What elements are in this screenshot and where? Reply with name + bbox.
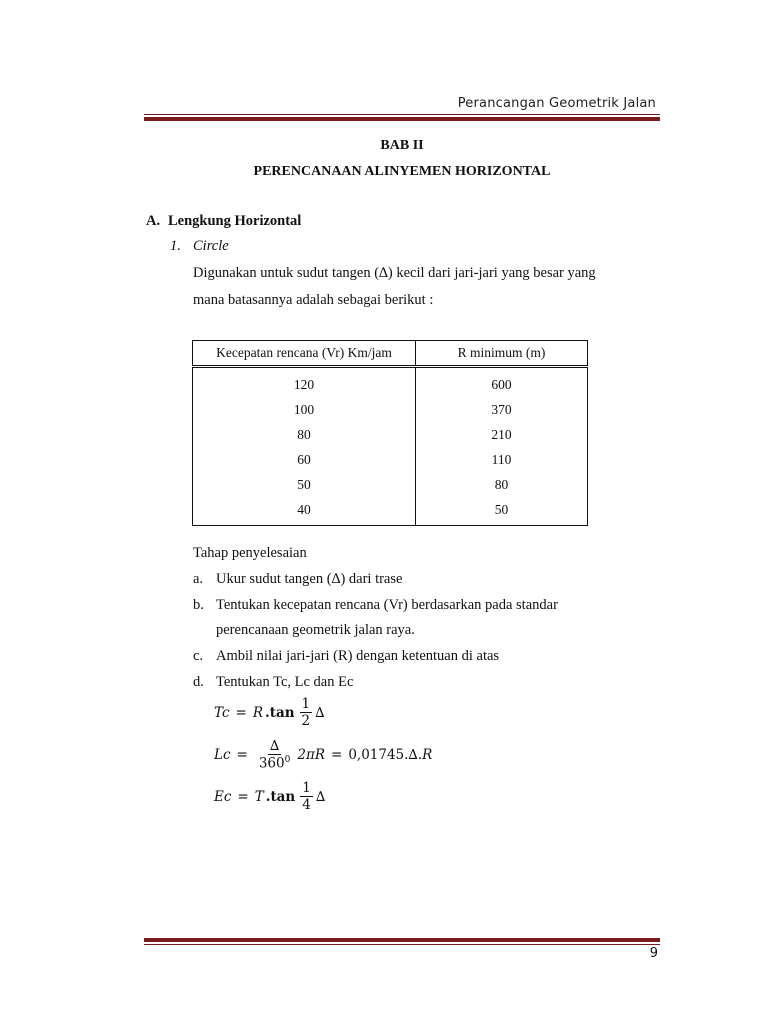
table-row	[193, 447, 588, 472]
step-label-a: a.	[193, 571, 204, 587]
formula-lc	[214, 739, 432, 771]
table-row	[193, 497, 588, 526]
header-title: Perancangan Geometrik Jalan	[457, 96, 656, 111]
table-header-radius: R minimum (m)	[416, 341, 588, 367]
formula-lc-r: R	[422, 746, 433, 763]
formula-ec-tan: .tan	[265, 788, 296, 805]
page-number: 9	[649, 946, 658, 961]
step-label-b: b.	[193, 597, 204, 613]
formula-tc-delta: ∆	[315, 704, 325, 721]
formula-ec-numerator: 1	[302, 780, 311, 796]
formula-tc-lhs: Tc	[214, 704, 230, 721]
table-cell: 80	[416, 472, 588, 497]
table-row	[193, 397, 588, 422]
formula-lc-numerator: ∆	[269, 738, 280, 754]
table-row	[193, 422, 588, 447]
table-row	[193, 472, 588, 497]
formula-ec-equals: =	[237, 788, 249, 805]
formula-tc-numerator: 1	[301, 696, 311, 712]
r-minimum-table	[192, 340, 588, 526]
formula-tc-tan: .tan	[265, 704, 295, 721]
table-cell: 80	[193, 422, 416, 447]
formula-lc-den-value: 360	[258, 755, 285, 772]
formula-ec-t: T	[254, 788, 264, 805]
formula-lc-two-pi-r: 2πR	[297, 746, 325, 763]
subsection-title: Circle	[193, 238, 229, 254]
formula-tc-equals: =	[235, 704, 247, 721]
table-cell: 210	[416, 422, 588, 447]
intro-line-1: Digunakan untuk sudut tangen (∆) kecil dari jari-jari yang besar yang	[193, 265, 596, 281]
step-text-c: Ambil nilai jari-jari (R) dengan ketentuan di atas	[216, 648, 500, 664]
header-rule-thick	[144, 117, 660, 121]
chapter-title: PERENCANAAN ALINYEMEN HORIZONTAL	[253, 164, 551, 179]
table-row	[193, 367, 588, 398]
formula-lc-fraction	[257, 739, 293, 771]
table-cell: 40	[193, 497, 416, 526]
table-cell: 370	[416, 397, 588, 422]
formula-tc-r: R	[252, 704, 264, 721]
step-text-a: Ukur sudut tangen (∆) dari trase	[216, 571, 403, 587]
formula-lc-denominator	[257, 755, 293, 771]
header-rule-thin	[144, 114, 660, 115]
intro-line-2: mana batasannya adalah sebagai berikut :	[193, 292, 434, 308]
formula-lc-equals-2: =	[331, 746, 343, 763]
table-cell: 50	[193, 472, 416, 497]
footer-rule-thick	[144, 938, 660, 942]
formula-tc-fraction	[300, 697, 313, 728]
section-label: A.	[146, 213, 161, 229]
chapter-number: BAB II	[380, 138, 424, 153]
formula-ec-fraction	[300, 781, 313, 812]
step-text-b-cont: perencanaan geometrik jalan raya.	[216, 622, 415, 638]
table-cell: 50	[416, 497, 588, 526]
formula-tc-denominator: 2	[301, 713, 311, 730]
table-cell: 110	[416, 447, 588, 472]
formula-ec-lhs: Ec	[214, 788, 232, 805]
section-title: Lengkung Horizontal	[168, 213, 302, 229]
formula-ec	[214, 781, 325, 812]
formula-ec-delta: ∆	[315, 788, 326, 805]
table-cell: 100	[193, 397, 416, 422]
formula-ec-denominator: 4	[302, 797, 311, 814]
formula-lc-value: 0,01745.∆.	[348, 746, 423, 763]
table-cell: 120	[193, 367, 416, 398]
formula-lc-degree: 0	[284, 755, 291, 766]
formula-lc-lhs: Lc	[214, 746, 231, 763]
table-cell: 600	[416, 367, 588, 398]
table-header-speed: Kecepatan rencana (Vr) Km/jam	[193, 341, 416, 367]
step-text-b: Tentukan kecepatan rencana (Vr) berdasarkan pada standar	[216, 597, 558, 613]
table-cell: 60	[193, 447, 416, 472]
step-text-d: Tentukan Tc, Lc dan Ec	[216, 674, 354, 690]
steps-title: Tahap penyelesaian	[193, 545, 307, 561]
step-label-d: d.	[193, 674, 204, 690]
footer-rule-thin	[144, 944, 660, 945]
formula-lc-equals: =	[236, 746, 248, 763]
formula-tc	[214, 697, 325, 728]
subsection-label: 1.	[170, 238, 181, 254]
table-header-row	[193, 341, 588, 367]
step-label-c: c.	[193, 648, 204, 664]
